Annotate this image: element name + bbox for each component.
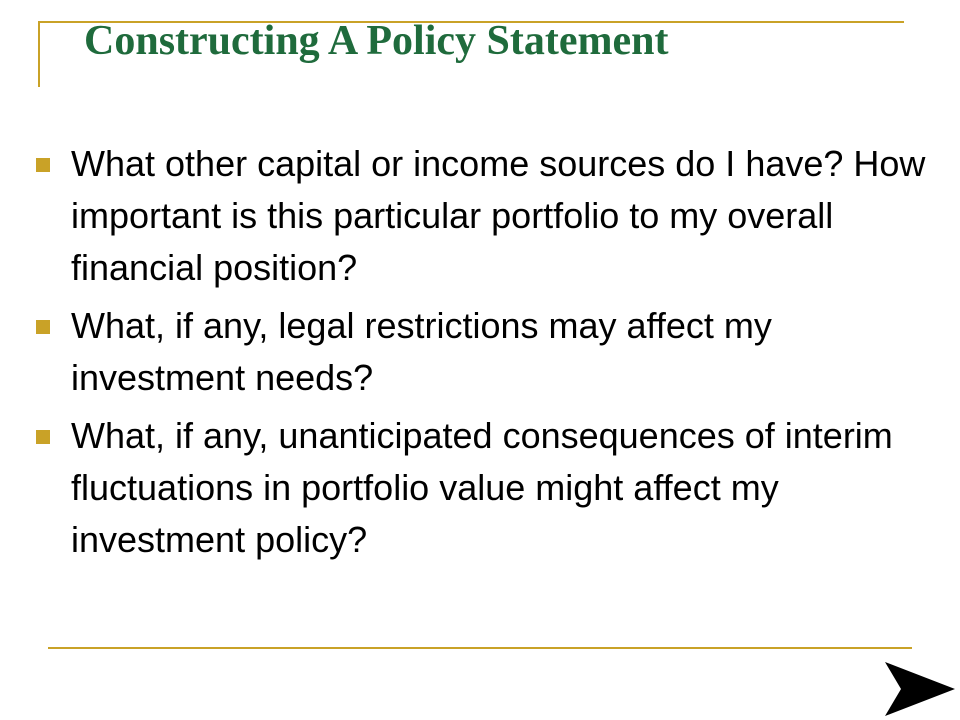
square-bullet-icon: [36, 320, 50, 334]
bullet-text: What other capital or income sources do I have? How important is this particular portfolio to my overall financial position?: [71, 143, 926, 288]
bullet-list: [36, 138, 926, 572]
next-arrow-icon[interactable]: [883, 660, 957, 718]
bullet-item: [36, 410, 926, 566]
slide-title: Constructing A Policy Statement: [84, 18, 669, 64]
bullet-text: What, if any, legal restrictions may affect my investment needs?: [71, 305, 772, 398]
bullet-text: What, if any, unanticipated consequences of interim fluctuations in portfolio value might affect my investment policy?: [71, 415, 893, 560]
square-bullet-icon: [36, 158, 50, 172]
left-rule: [38, 21, 40, 87]
bullet-item: [36, 138, 926, 294]
bottom-rule: [48, 647, 912, 649]
bullet-item: [36, 300, 926, 404]
square-bullet-icon: [36, 430, 50, 444]
